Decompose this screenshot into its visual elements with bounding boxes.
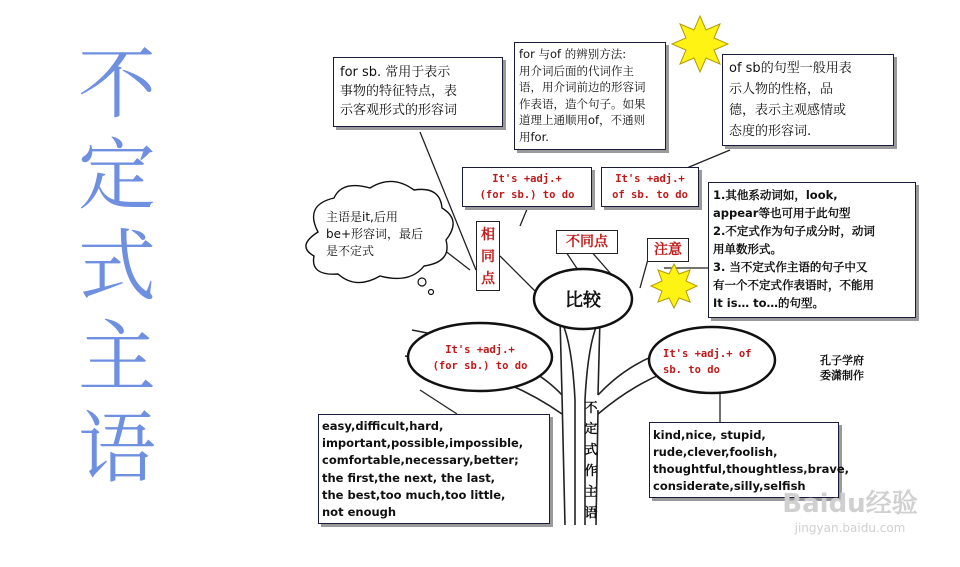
distinguish-method-box: for 与of 的辨别方法: 用介词后面的代词作主 语，用介词前边的形容词 作表语，造个句子。如果 道理上通顺用of，不通则 用for. xyxy=(514,42,666,150)
watermark: Baidu经验 jingyan.baidu.com xyxy=(782,489,918,535)
note-label: 注意 xyxy=(647,238,689,262)
cloud-note: 主语是it,后用 be+形容词，最后 是不定式 xyxy=(326,210,424,258)
author-credit: 孔子学府 委潇制作 xyxy=(820,354,864,382)
title-char: 语 xyxy=(77,404,156,494)
notes-box: 1.其他系动词如，look, appear等也可用于此句型 2.不定式作为句子成分时，动词 用单数形式。 3. 当不定式作主语的句子中又 有一个不定式作表语时，不能用 It is… to…的句型。 xyxy=(708,182,916,318)
adjectives-of-box: kind,nice, stupid, rude,clever,foolish, thoughtful,thoughtless,brave, considerate,silly,selfish xyxy=(649,422,839,498)
title-char: 主 xyxy=(77,313,156,403)
trunk-text: 不 定 式 作 主 语 xyxy=(584,401,598,521)
starburst-icon xyxy=(672,16,728,72)
right-oval-pattern: It's +adj.+ of sb. to do xyxy=(663,348,752,376)
same-point-label: 相 同 点 xyxy=(476,221,500,291)
title-char: 式 xyxy=(77,222,156,312)
title-char: 定 xyxy=(77,131,156,221)
adjectives-for-box: easy,difficult,hard, important,possible,impossible, comfortable,necessary,better; the first,the next, the last, the best,too much,too little, not enough xyxy=(318,414,550,524)
starburst-icon xyxy=(651,264,697,308)
pattern-for-box: It's +adj.+ (for sb.) to do xyxy=(462,167,592,207)
for-description-box: for sb. 常用于表示 事物的特征特点，表 示客观形式的形容词 xyxy=(333,57,503,127)
of-description-box: of sb的句型一般用表 示人物的性格，品 德，表示主观感情或 态度的形容词. xyxy=(722,54,894,146)
left-oval-pattern: It's +adj.+ (for sb.) to do xyxy=(432,344,528,372)
title-char: 不 xyxy=(77,40,156,130)
different-point-label: 不同点 xyxy=(556,230,618,254)
center-compare: 比较 xyxy=(565,290,601,311)
pattern-of-box: It's +adj.+ of sb. to do xyxy=(601,167,699,207)
